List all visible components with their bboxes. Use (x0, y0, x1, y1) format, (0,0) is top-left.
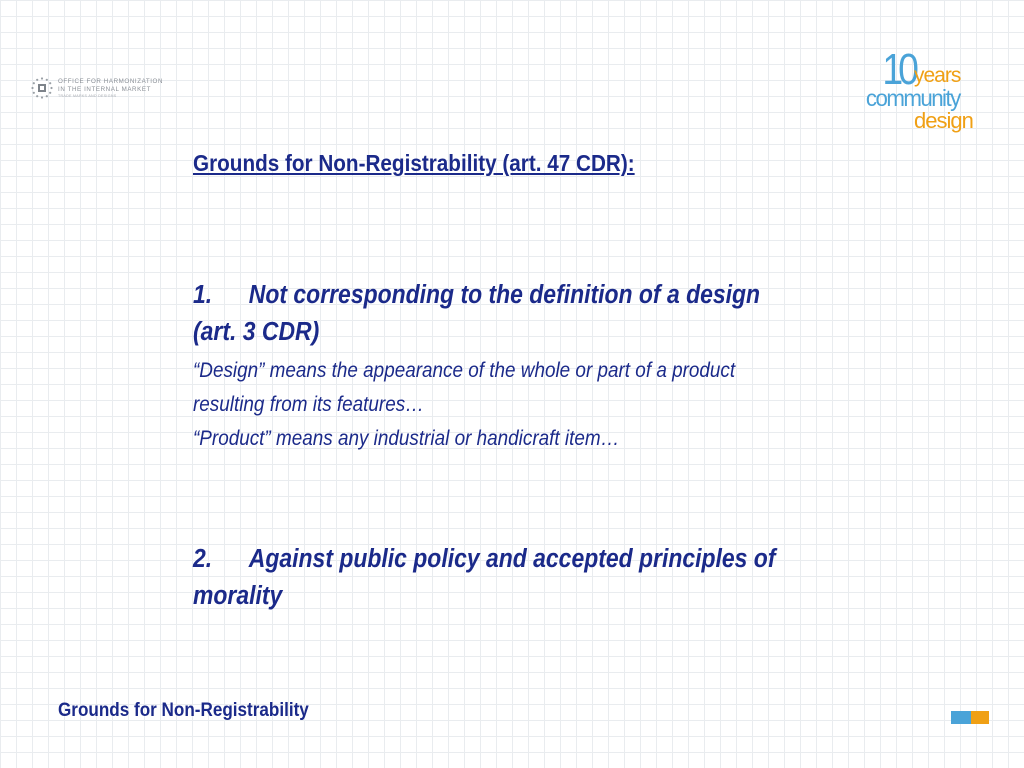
footer-title: Grounds for Non-Registrability (58, 700, 309, 721)
product-definition: “Product” means any industrial or handicraft item… (193, 427, 620, 450)
anniv-logo-word1: years (914, 64, 961, 87)
ohim-logo-line2: IN THE INTERNAL MARKET (58, 85, 151, 93)
list-item-heading-text: Not corresponding to the definition of a design (art. 3 CDR) (193, 281, 761, 346)
list-item-heading-text: Against public policy and accepted principles of morality (193, 545, 776, 610)
list-item-heading (193, 541, 787, 615)
footer-bar-blue (951, 711, 971, 724)
ohim-logo-line1: OFFICE FOR HARMONIZATION (58, 78, 164, 85)
footer-color-bar (951, 711, 989, 724)
list-item-heading (193, 277, 787, 351)
ohim-logo (30, 74, 190, 104)
ohim-logo-line3: TRADE MARKS AND DESIGNS (58, 94, 117, 98)
ohim-logo-text (58, 78, 163, 101)
page-title: Grounds for Non-Registrability (art. 47 CDR): (193, 150, 635, 176)
eu-stars-emblem-icon (30, 76, 54, 100)
anniv-logo-word3: design (914, 108, 973, 133)
list-item-number: 2. (193, 545, 213, 573)
anniv-logo-word2: community (865, 84, 960, 112)
ten-years-community-design-logo (862, 40, 994, 136)
footer-bar-orange (971, 711, 989, 724)
design-definition: “Design” means the appearance of the whole or part of a product resulting from its features… (193, 359, 736, 416)
list-item-number: 1. (193, 281, 213, 309)
anniv-logo-numeral: 10 (882, 44, 914, 94)
